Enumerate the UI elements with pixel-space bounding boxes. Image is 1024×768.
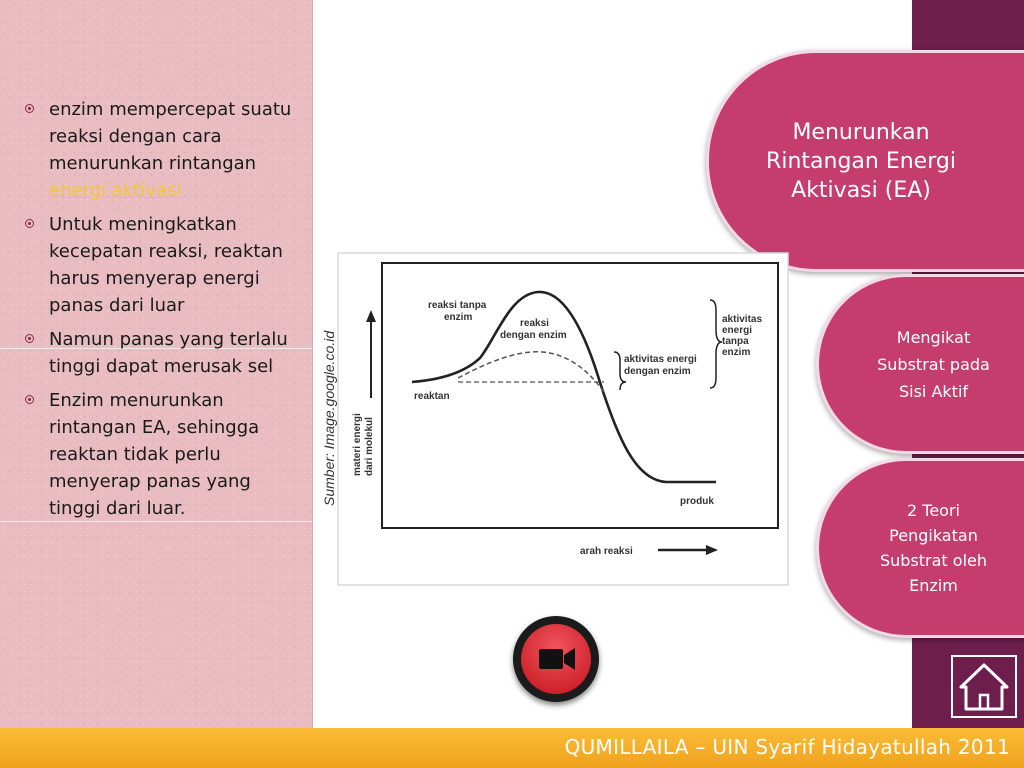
bullet-item bbox=[22, 96, 307, 204]
tab-mengikat-substrat[interactable] bbox=[816, 274, 1024, 454]
reactant-label: reaktan bbox=[414, 391, 450, 402]
tab-label: Menurunkan Rintangan Energi Aktivasi (EA) bbox=[766, 119, 956, 203]
video-button[interactable] bbox=[513, 616, 599, 702]
y-axis-line: dari molekul bbox=[364, 417, 375, 476]
bullet-text: Enzim menurunkan rintangan EA, sehingga reaktan tidak perlu menyerap panas yang tinggi dari luar. bbox=[49, 390, 260, 519]
bullet-item bbox=[22, 211, 307, 319]
y-axis-label bbox=[352, 410, 375, 476]
bullet-item bbox=[22, 387, 307, 522]
x-axis-label: arah reaksi bbox=[580, 546, 633, 557]
circle-bullet-icon bbox=[25, 104, 34, 113]
activation-with-label bbox=[624, 354, 697, 377]
tab-teori-pengikatan[interactable] bbox=[816, 458, 1024, 638]
video-camera-icon bbox=[521, 624, 591, 694]
circle-bullet-icon bbox=[25, 219, 34, 228]
video-button-face bbox=[521, 624, 591, 694]
home-icon bbox=[953, 657, 1015, 716]
footer-text: QUMILLAILA – UIN Syarif Hidayatullah 2011 bbox=[564, 735, 1010, 759]
product-label: produk bbox=[680, 496, 714, 507]
source-label: Sumber: Image.google.co.id bbox=[321, 330, 337, 506]
bullet-text: enzim mempercepat suatu reaksi dengan cara menurunkan rintangan bbox=[49, 99, 292, 174]
tab-label: 2 Teori Pengikatan Substrat oleh Enzim bbox=[879, 501, 988, 595]
bullet-text: Untuk meningkatkan kecepatan reaksi, reaktan harus menyerap energi panas dari luar bbox=[49, 214, 283, 316]
label-line: dengan enzim bbox=[624, 366, 691, 377]
tab-menurunkan-rintangan[interactable] bbox=[706, 50, 1024, 272]
bullet-item bbox=[22, 326, 307, 380]
bullet-text: Namun panas yang terlalu tinggi dapat merusak sel bbox=[49, 329, 288, 377]
y-axis-line: materi energi bbox=[352, 413, 363, 476]
label-line: reaksi tanpa bbox=[428, 300, 487, 311]
energi-aktivasi-link[interactable]: energi aktivasi bbox=[49, 180, 182, 201]
energy-diagram bbox=[318, 248, 790, 600]
label-line: aktivitas energi bbox=[624, 354, 697, 365]
label-line: enzim bbox=[444, 312, 473, 323]
circle-bullet-icon bbox=[25, 395, 34, 404]
label-line: aktivitas bbox=[722, 314, 763, 325]
label-line: energi bbox=[722, 325, 753, 336]
tab-label: Mengikat Substrat pada Sisi Aktif bbox=[877, 327, 990, 401]
circle-bullet-icon bbox=[25, 334, 34, 343]
home-button[interactable] bbox=[951, 655, 1017, 718]
label-line: reaksi bbox=[520, 318, 549, 329]
label-line: dengan enzim bbox=[500, 330, 567, 341]
bullet-list bbox=[22, 96, 307, 529]
label-line: tanpa bbox=[722, 336, 749, 347]
bullet-panel bbox=[0, 0, 313, 768]
label-line: enzim bbox=[722, 347, 751, 358]
